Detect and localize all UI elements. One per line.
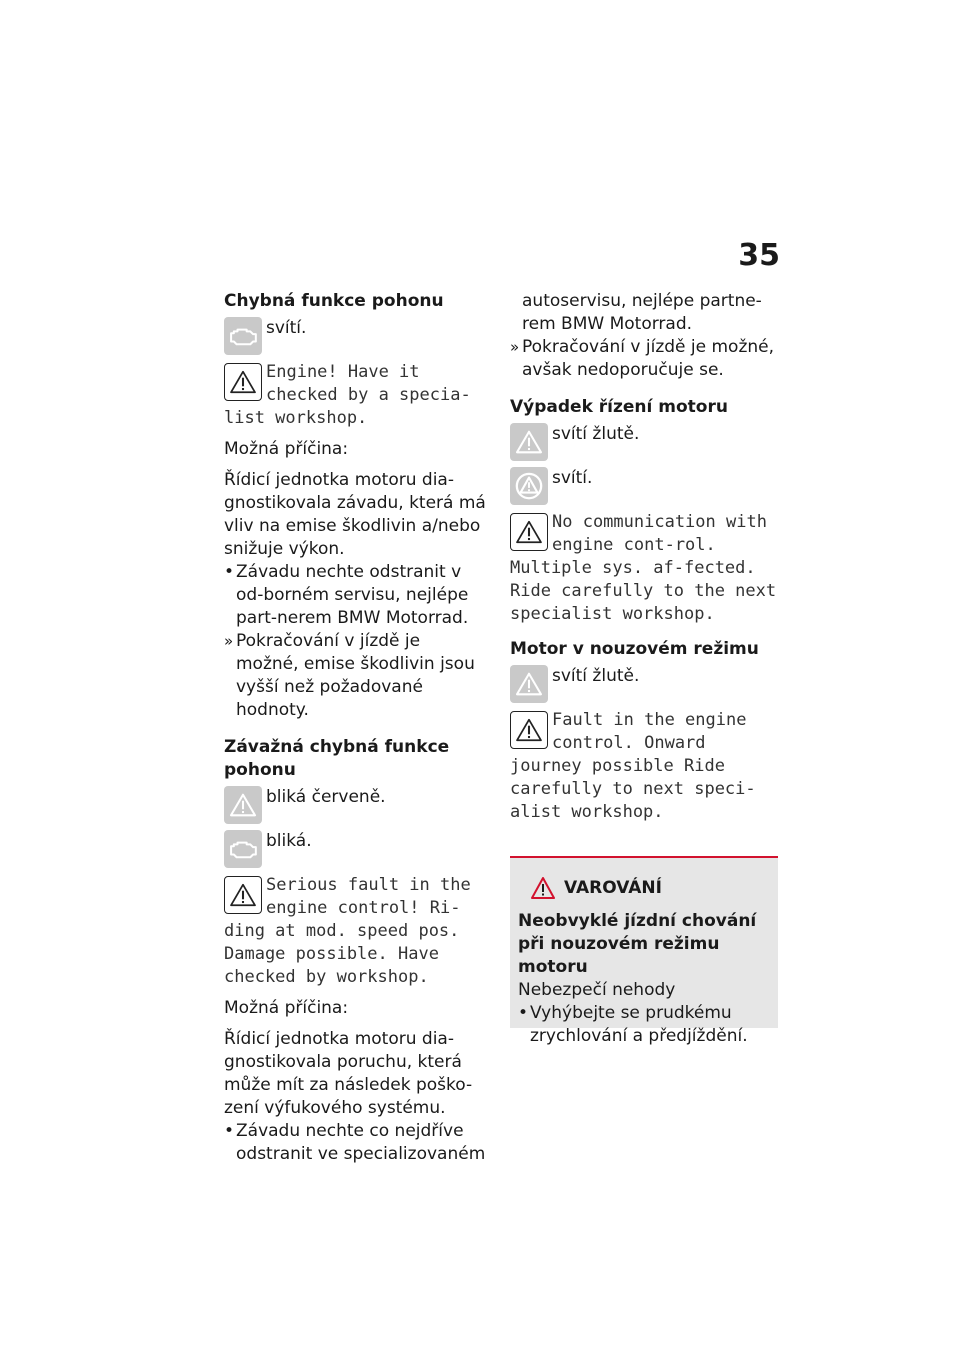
indicator-text: svítí žlutě.: [552, 666, 640, 686]
message-text: Serious fault in the engine control! Ri-ding at mod. speed pos. Damage possible. Have checked by workshop.: [224, 875, 471, 987]
indicator-row: [510, 665, 778, 703]
warning-bullet-text: Vyhýbejte se prudkému zrychlování a předjíždění.: [530, 1003, 748, 1046]
display-message: [224, 874, 486, 989]
warning-bullet: • Vyhýbejte se prudkému zrychlování a předjíždění.: [518, 1002, 770, 1048]
section-title-engine-control-loss: Výpadek řízení motoru: [510, 397, 728, 417]
warning-heading: Neobvyklé jízdní chování při nouzovém režimu motoru: [518, 911, 757, 977]
warning-triangle-icon: [510, 665, 548, 703]
engine-check-icon: [224, 830, 262, 868]
continued-text: autoservisu, nejlépe partne-rem BMW Motorrad.: [522, 291, 762, 334]
warning-box: [510, 856, 778, 1046]
result-text: Pokračování v jízdě je možné, emise škodlivin jsou vyšší než požadované hodnoty.: [236, 631, 475, 720]
indicator-row: [510, 467, 778, 505]
indicator-row: [224, 830, 486, 868]
cause-label: Možná příčina:: [224, 998, 349, 1018]
bullet-text: Závadu nechte co nejdříve odstranit ve specializovaném: [236, 1121, 486, 1164]
cause-text: Řídicí jednotka motoru dia-gnostikovala poruchu, která může mít za následek poško-zení výfukového systému.: [224, 1029, 473, 1118]
warning-triangle-icon: [224, 786, 262, 824]
warning-title: [530, 876, 770, 900]
message-text: No communication with engine cont-rol. Multiple sys. af-fected. Ride carefully to the next specialist workshop.: [510, 512, 777, 624]
result-text: Pokračování v jízdě je možné, avšak nedoporučuje se.: [522, 337, 775, 380]
bullet-item: • Závadu nechte odstranit v od-borném servisu, nejlépe part-nerem BMW Motorrad.: [224, 561, 486, 630]
indicator-row: [510, 423, 778, 461]
indicator-row: [224, 786, 486, 824]
cause-text: Řídicí jednotka motoru dia-gnostikovala závadu, která má vliv na emise škodlivin a/nebo snižuje výkon.: [224, 470, 486, 559]
section-title-serious-fault: Závažná chybná funkce pohonu: [224, 737, 450, 780]
page-number: 35: [738, 238, 780, 273]
bullet-item: • Závadu nechte co nejdříve odstranit ve specializovaném: [224, 1121, 486, 1164]
message-text: Engine! Have it checked by a specia-list workshop.: [224, 362, 471, 428]
warning-triangle-icon: [510, 711, 548, 749]
indicator-text: bliká.: [266, 831, 312, 851]
display-message: [510, 709, 778, 824]
warning-triangle-icon: [510, 423, 548, 461]
engine-check-icon: [224, 317, 262, 355]
right-column: [510, 290, 778, 824]
indicator-row: [224, 317, 486, 355]
warning-red-icon: [530, 876, 556, 900]
display-message: [510, 511, 778, 626]
warning-triangle-icon: [224, 876, 262, 914]
warning-text: Nebezpečí nehody: [518, 980, 676, 1000]
warning-triangle-icon: [510, 513, 548, 551]
warning-triangle-icon: [224, 363, 262, 401]
display-message: [224, 361, 486, 430]
abs-warning-icon: [510, 467, 548, 505]
indicator-text: svítí žlutě.: [552, 424, 640, 444]
warning-label: VAROVÁNÍ: [564, 878, 662, 898]
section-title-emergency-mode: Motor v nouzovém režimu: [510, 639, 759, 659]
result-item: » Pokračování v jízdě je možné, avšak nedoporučuje se.: [510, 336, 778, 382]
section-title-engine-fault: Chybná funkce pohonu: [224, 291, 444, 311]
indicator-text: bliká červeně.: [266, 787, 386, 807]
cause-label: Možná příčina:: [224, 439, 349, 459]
message-text: Fault in the engine control. Onward journey possible Ride carefully to next speci-alist workshop.: [510, 710, 756, 822]
indicator-text: svítí.: [552, 468, 593, 488]
bullet-text: Závadu nechte odstranit v od-borném servisu, nejlépe part-nerem BMW Motorrad.: [236, 562, 469, 628]
indicator-text: svítí.: [266, 318, 307, 338]
left-column: [224, 290, 486, 1166]
result-item: » Pokračování v jízdě je možné, emise škodlivin jsou vyšší než požadované hodnoty.: [224, 630, 486, 722]
